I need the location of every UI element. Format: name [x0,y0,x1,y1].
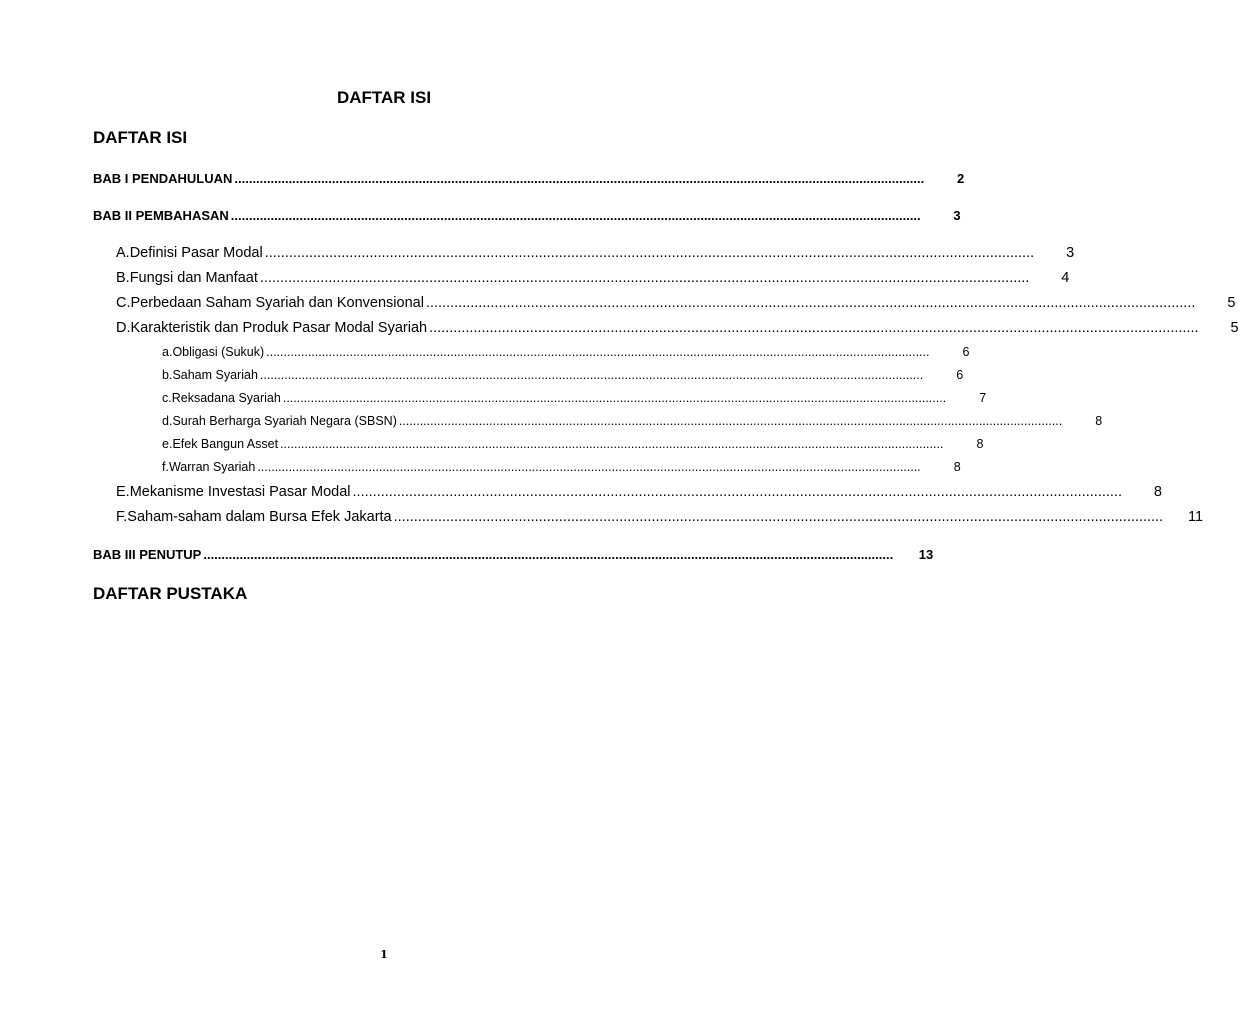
toc-page-number: 13 [918,547,934,562]
toc-page-number: 3 [1066,245,1075,261]
footer-page-number: 1 [380,948,388,961]
toc-marker: a. [162,345,173,359]
toc-page-number: 4 [1061,270,1070,286]
toc-page-number: 2 [957,171,965,186]
toc-page-number: 6 [956,368,964,382]
toc-entry-title: Fungsi dan Manfaat [129,270,258,286]
dot-leader: ............................................................................................................................................................................................... [264,245,1035,261]
toc-marker: e. [162,437,173,451]
toc-page-number: 11 [1188,509,1204,525]
toc-marker: C. [116,295,131,311]
dot-leader: ............................................................................................................................................................................................... [257,460,921,474]
toc-entry-bab2[interactable] [93,208,961,223]
toc-entry-title: BAB III PENUTUP [93,547,202,562]
toc-entry-title: Reksadana Syariah [171,391,281,405]
toc-entry-title: Perbedaan Saham Syariah dan Konvensional [130,295,424,311]
toc-page-number: 8 [953,460,961,474]
toc-marker: F. [116,509,128,525]
dot-leader: ............................................................................................................................................................................................... [352,484,1122,500]
dot-leader: ............................................................................................................................................................................................... [203,547,894,562]
toc-marker: c. [162,391,172,405]
toc-heading: DAFTAR ISI [93,128,188,147]
dot-leader: ............................................................................................................................................................................................... [259,270,1030,286]
toc-page-number: 5 [1230,320,1239,336]
toc-entry-title: Surah Berharga Syariah Negara (SBSN) [172,414,397,428]
toc-marker: A. [116,245,130,261]
toc-marker: B. [116,270,130,286]
page-title: DAFTAR ISI [336,88,432,107]
toc-subentry-e[interactable] [162,437,984,451]
toc-entry-bab1[interactable] [93,171,965,186]
toc-entry-title: Karakteristik dan Produk Pasar Modal Syariah [130,320,428,336]
bibliography-heading: DAFTAR PUSTAKA [93,584,248,603]
dot-leader: ............................................................................................................................................................................................... [282,391,947,405]
toc-entry-b[interactable] [116,270,1070,286]
dot-leader: ............................................................................................................................................................................................... [393,509,1164,525]
toc-entry-title: Saham Syariah [172,368,258,382]
toc-subentry-a[interactable] [162,345,970,359]
toc-subentry-b[interactable] [162,368,964,382]
toc-page-number: 8 [1153,484,1162,500]
toc-page-number: 7 [979,391,987,405]
toc-entry-title: Obligasi (Sukuk) [172,345,265,359]
toc-entry-title: BAB II PEMBAHASAN [93,208,229,223]
toc-subentry-f[interactable] [162,460,961,474]
toc-page-number: 8 [976,437,984,451]
dot-leader: ............................................................................................................................................................................................... [234,171,925,186]
toc-page-number: 6 [962,345,970,359]
toc-entry-c[interactable] [116,295,1236,311]
dot-leader: ............................................................................................................................................................................................... [425,295,1196,311]
toc-entry-title: Warran Syariah [168,460,256,474]
toc-entry-f[interactable] [116,509,1204,525]
dot-leader: ............................................................................................................................................................................................... [259,368,924,382]
toc-entry-title: BAB I PENDAHULUAN [93,171,233,186]
toc-entry-a[interactable] [116,245,1075,261]
toc-page-number: 8 [1095,414,1103,428]
dot-leader: ............................................................................................................................................................................................... [398,414,1063,428]
toc-entry-d[interactable] [116,320,1239,336]
toc-entry-title: Definisi Pasar Modal [129,245,263,261]
toc-marker: f. [162,460,169,474]
dot-leader: ............................................................................................................................................................................................... [429,320,1199,336]
toc-entry-title: Efek Bangun Asset [172,437,279,451]
toc-entry-title: Saham-saham dalam Bursa Efek Jakarta [127,509,392,525]
toc-marker: D. [116,320,131,336]
toc-subentry-c[interactable] [162,391,987,405]
toc-page-number: 3 [953,208,961,223]
toc-marker: E. [116,484,130,500]
toc-page-number: 5 [1227,295,1236,311]
toc-marker: d. [162,414,173,428]
toc-subentry-d[interactable] [162,414,1103,428]
dot-leader: ............................................................................................................................................................................................... [266,345,930,359]
toc-marker: b. [162,368,173,382]
toc-entry-bab3[interactable] [93,547,934,562]
dot-leader: ............................................................................................................................................................................................... [230,208,921,223]
toc-entry-e[interactable] [116,484,1162,500]
toc-entry-title: Mekanisme Investasi Pasar Modal [129,484,351,500]
dot-leader: ............................................................................................................................................................................................... [280,437,944,451]
